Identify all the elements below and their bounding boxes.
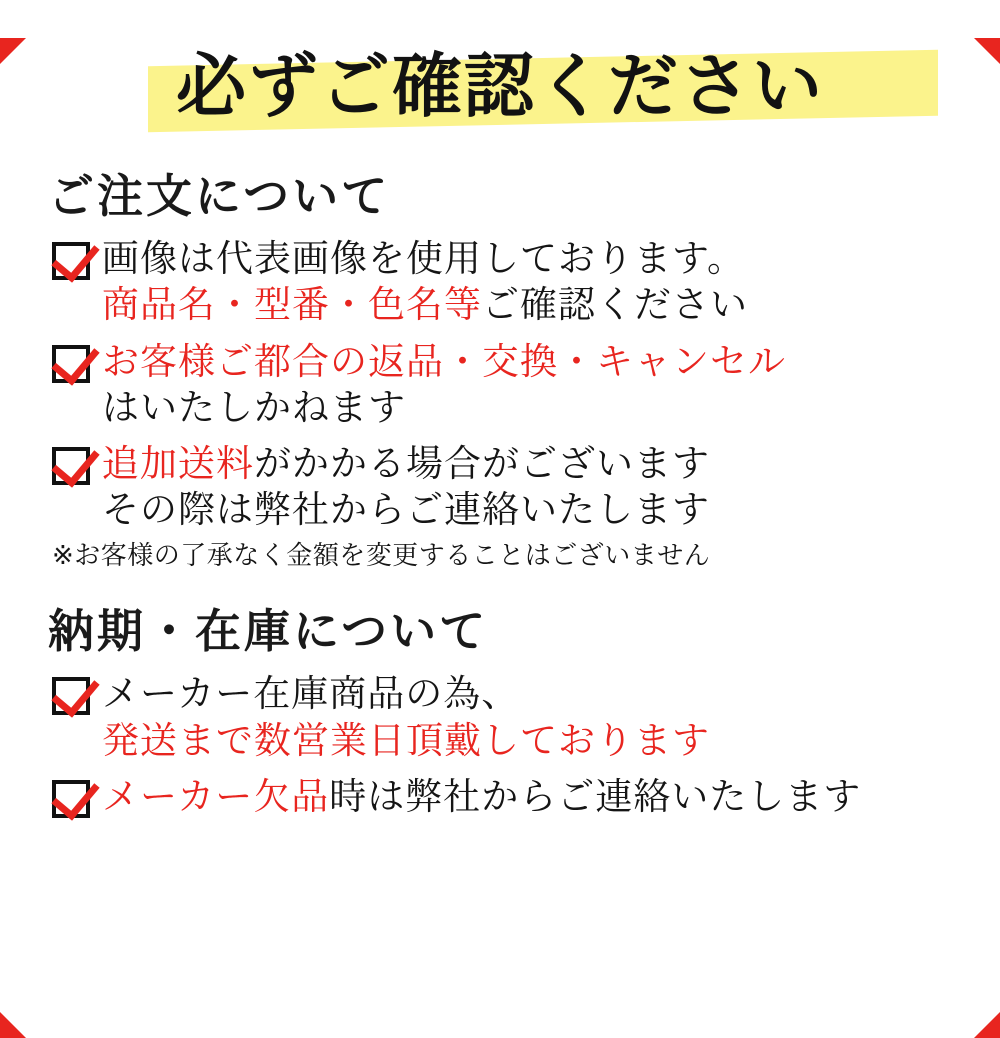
- body-text: 画像は代表画像を使用しております。: [102, 237, 746, 280]
- checklist-item-text: [102, 671, 960, 764]
- corner-decoration-bottom-left: [0, 1012, 26, 1038]
- corner-decoration-bottom-right: [974, 1012, 1000, 1038]
- checkmark-icon: [52, 780, 90, 818]
- checklist-item-line: [102, 339, 960, 385]
- checklist-item-line: [102, 385, 960, 431]
- checklist-item-note: ※お客様の了承なく金額を変更することはございません: [52, 540, 711, 571]
- checklist-item-line: [102, 718, 960, 764]
- checkmark-icon: [52, 677, 90, 715]
- emphasis-text: 発送まで数営業日頂戴しております: [102, 718, 710, 762]
- banner: [40, 38, 960, 134]
- body-text: がかかる場合がございます: [254, 442, 710, 485]
- emphasis-text: 追加送料: [102, 442, 254, 485]
- checkmark-icon: [52, 345, 90, 383]
- body-text: ご確認ください: [482, 283, 748, 327]
- checklist-item-text: [102, 441, 960, 534]
- checklist-item-line: [102, 236, 960, 282]
- checklist-item-line: [102, 441, 960, 487]
- body-text: はいたしかねます: [102, 385, 406, 429]
- checklist-item: [52, 339, 960, 432]
- checkmark-icon: [52, 242, 90, 280]
- emphasis-text: メーカー欠品: [102, 774, 330, 818]
- checklist-item-line: [102, 487, 960, 533]
- checkmark-icon: [52, 447, 90, 485]
- checklist-item: [52, 671, 960, 764]
- body-text: 時は弊社からご連絡いたします: [329, 774, 862, 818]
- emphasis-text: お客様ご都合の返品・交換・キャンセル: [102, 339, 786, 383]
- section-heading: ご注文について: [48, 169, 391, 223]
- page-title: 必ずご確認ください: [176, 45, 824, 127]
- emphasis-text: 商品名・型番・色名等: [102, 283, 482, 327]
- body-text: メーカー在庫商品の為、: [102, 672, 520, 716]
- checklist-item-line: [102, 282, 960, 328]
- section-heading: 納期・在庫について: [48, 604, 489, 659]
- body-text: その際は弊社からご連絡いたします: [102, 488, 710, 532]
- checklist-item: [52, 774, 960, 820]
- notice-page: [0, 38, 1000, 1038]
- checklist-item: [52, 441, 960, 534]
- sections-container: [40, 160, 960, 820]
- checklist-item-line: [102, 671, 960, 717]
- checklist-item-line: [102, 774, 960, 820]
- checklist-item-text: [102, 236, 960, 329]
- checklist-item-text: [102, 339, 960, 432]
- checklist-item: [52, 236, 960, 329]
- checklist-item-text: [102, 774, 960, 820]
